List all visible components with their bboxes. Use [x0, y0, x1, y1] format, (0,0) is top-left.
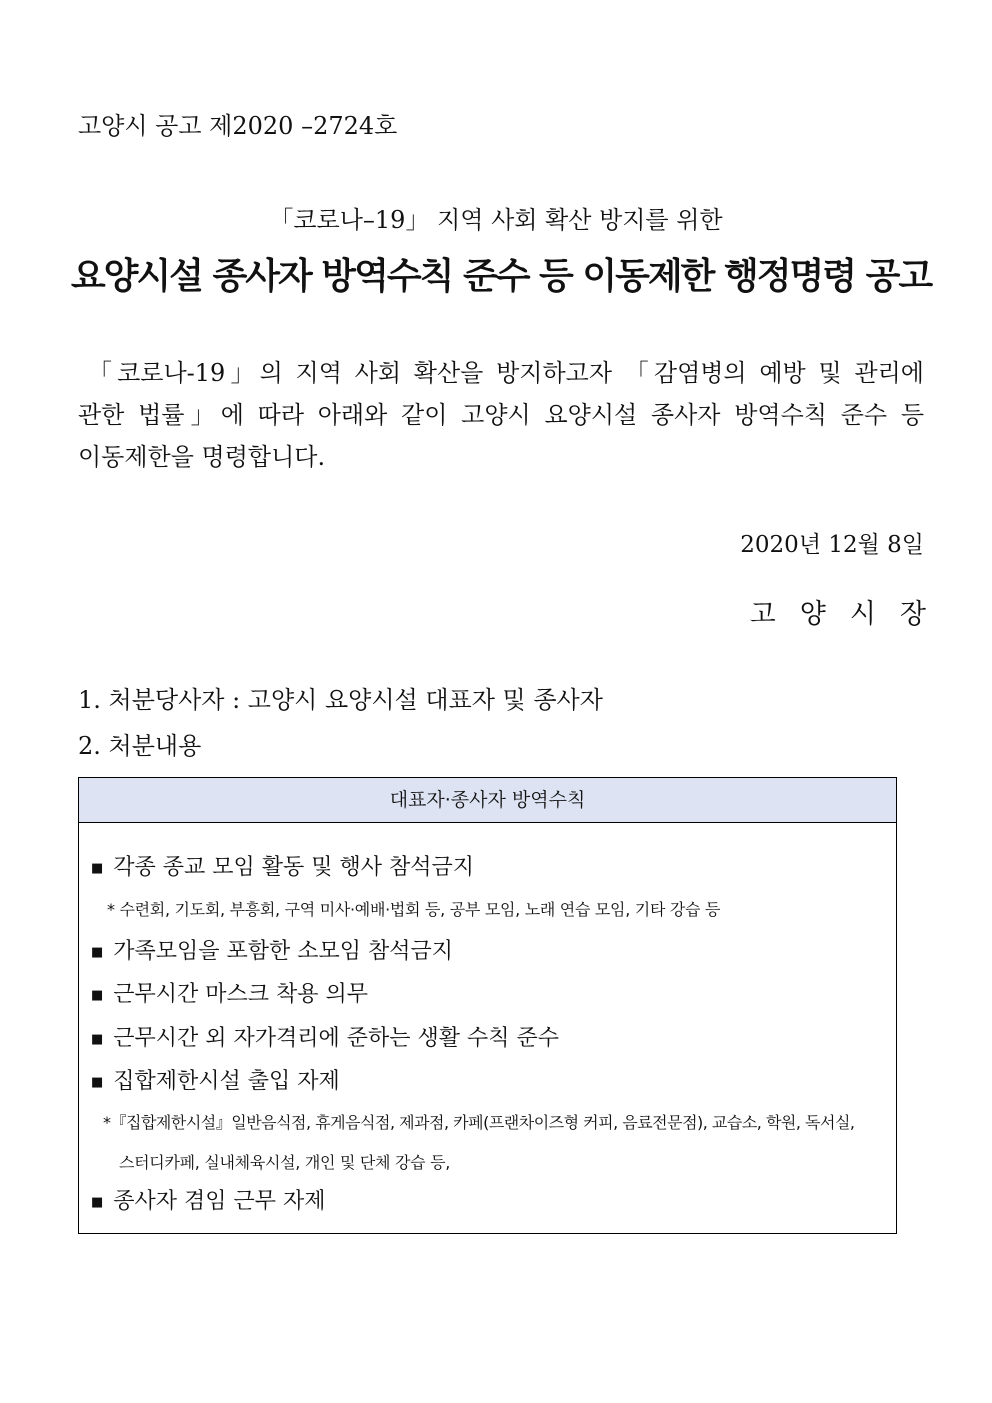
rule-text: 근무시간 외 자가격리에 준하는 생활 수칙 준수: [113, 1026, 560, 1051]
rule-text: 근무시간 마스크 착용 의무: [113, 982, 369, 1007]
rule-item: [91, 1064, 340, 1095]
square-bullet-icon: ■: [91, 987, 104, 1003]
square-bullet-icon: ■: [91, 1074, 104, 1090]
item-subject: 1. 처분당사자 : 고양시 요양시설 대표자 및 종사자: [78, 686, 603, 714]
rule-text: 종사자 겸임 근무 자제: [113, 1189, 326, 1214]
item-content-heading: 2. 처분내용: [78, 732, 202, 760]
intro-line: 관한 법률」에 따라 아래와 같이 고양시 요양시설 종사자 방역수칙 준수 등: [78, 401, 924, 429]
notice-subtitle: 「코로나–19」 지역 사회 확산 방지를 위한: [269, 206, 723, 234]
rule-item: [91, 977, 368, 1008]
square-bullet-icon: ■: [91, 1194, 104, 1210]
rule-item: [91, 1184, 326, 1215]
rule-text: 가족모임을 포함한 소모임 참석금지: [113, 939, 454, 964]
rule-item: [91, 934, 453, 965]
square-bullet-icon: ■: [91, 944, 104, 960]
rule-item: [91, 1021, 559, 1052]
intro-line: 「코로나-19」의 지역 사회 확산을 방지하고자 「감염병의 예방 및 관리에: [88, 359, 924, 387]
square-bullet-icon: ■: [91, 860, 104, 876]
rule-note: *『집합제한시설』일반음식점, 휴게음식점, 제과점, 카페(프랜차이즈형 커피, 음료전문점), 교습소, 학원, 독서실,: [103, 1113, 855, 1132]
rule-item: [91, 850, 474, 881]
rule-text: 집합제한시설 출입 자제: [113, 1069, 340, 1094]
rule-note: * 수련회, 기도회, 부흥회, 구역 미사·예배·법회 등, 공부 모임, 노래 연습 모임, 기타 강습 등: [107, 900, 721, 919]
square-bullet-icon: ■: [91, 1031, 104, 1047]
rules-box: [78, 777, 897, 1234]
rule-note: 스터디카페, 실내체육시설, 개인 및 단체 강습 등,: [119, 1153, 451, 1172]
intro-line: 이동제한을 명령합니다.: [78, 443, 326, 471]
notice-number: 고양시 공고 제2020 –2724호: [78, 112, 398, 140]
issuer-signature: 고양시장: [749, 599, 950, 630]
rules-box-header: 대표자·종사자 방역수칙: [79, 778, 896, 823]
notice-date: 2020년 12월 8일: [740, 532, 924, 558]
notice-title: 요양시설 종사자 방역수칙 준수 등 이동제한 행정명령 공고: [70, 256, 932, 297]
rule-text: 각종 종교 모임 활동 및 행사 참석금지: [113, 855, 475, 880]
intro-paragraph: [78, 352, 924, 478]
